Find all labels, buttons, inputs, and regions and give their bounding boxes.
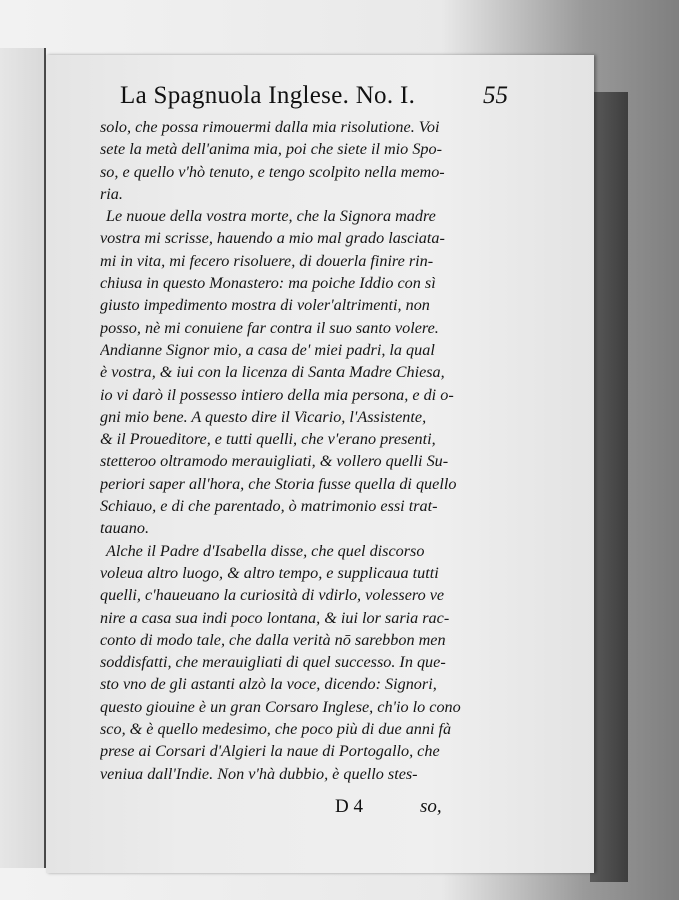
text-line: conto di modo tale, che dalla verità nō sarebbon men: [100, 630, 446, 649]
text-line: veniua dall'Indie. Non v'hà dubbio, è quello stes-: [100, 764, 418, 783]
signature-mark: D 4: [335, 796, 363, 817]
page-number: 55: [483, 82, 508, 109]
text-line: ria.: [100, 184, 123, 203]
text-line: posso, nè mi conuiene far contra il suo santo volere.: [100, 318, 439, 337]
text-line: periori saper all'hora, che Storia fusse quella di quello: [100, 474, 457, 493]
text-line: chiusa in questo Monastero: ma poiche Iddio con sì: [100, 274, 436, 293]
text-line: Alche il Padre d'Isabella disse, che quel discorso: [106, 541, 425, 560]
running-head-title: La Spagnuola Inglese. No. I.: [120, 82, 416, 109]
text-line: voleua altro luogo, & altro tempo, e supplicaua tutti: [100, 563, 439, 582]
text-line: so, e quello v'hò tenuto, e tengo scolpito nella memo-: [100, 162, 445, 181]
text-line: vostra mi scrisse, hauendo a mio mal grado lasciata-: [100, 229, 445, 248]
text-line: Schiauo, e di che parentado, ò matrimonio essi trat-: [100, 497, 438, 516]
text-line: Andianne Signor mio, a casa de' miei padri, la qual: [100, 340, 435, 359]
text-line: io vi darò il possesso intiero della mia persona, e di o-: [100, 385, 454, 404]
text-line: giusto impedimento mostra di voler'altrimenti, non: [100, 296, 430, 315]
text-line: è vostra, & iui con la licenza di Santa Madre Chiesa,: [100, 363, 445, 382]
facing-page-edge: [0, 48, 46, 868]
text-line: mi in vita, mi fecero risoluere, di douerla finire rin-: [100, 251, 434, 270]
text-line: questo giouine è un gran Corsaro Inglese, ch'io lo cono: [100, 697, 461, 716]
text-line: nire a casa sua indi poco lontana, & iui lor saria rac-: [100, 608, 450, 627]
text-line: sete la metà dell'anima mia, poi che siete il mio Spo-: [100, 140, 442, 159]
text-line: stetteroo oltramodo merauigliati, & vollero quelli Su-: [100, 452, 449, 471]
text-line: quelli, c'haueuano la curiosità di vdirlo, volessero ve: [100, 586, 445, 605]
text-line: sco, & è quello medesimo, che poco più di due anni fà: [100, 720, 452, 739]
catchword: so,: [420, 796, 442, 817]
text-line: prese ai Corsari d'Algieri la naue di Portogallo, che: [100, 742, 440, 761]
text-line: soddisfatti, che merauigliati di quel successo. In que-: [100, 653, 446, 672]
book-cover-edge: [590, 92, 628, 882]
text-line: & il Proueditore, e tutti quelli, che v'erano presenti,: [100, 430, 436, 449]
text-line: Le nuoue della vostra morte, che la Signora madre: [106, 207, 436, 226]
text-line: sto vno de gli astanti alzò la voce, dicendo: Signori,: [100, 675, 437, 694]
text-line: tauano.: [100, 519, 150, 538]
body-text: [100, 116, 500, 785]
text-line: solo, che possa rimouermi dalla mia risolutione. Voi: [100, 118, 440, 136]
page-footer: [300, 794, 480, 820]
text-line: gni mio bene. A questo dire il Vicario, l'Assistente,: [100, 407, 427, 426]
